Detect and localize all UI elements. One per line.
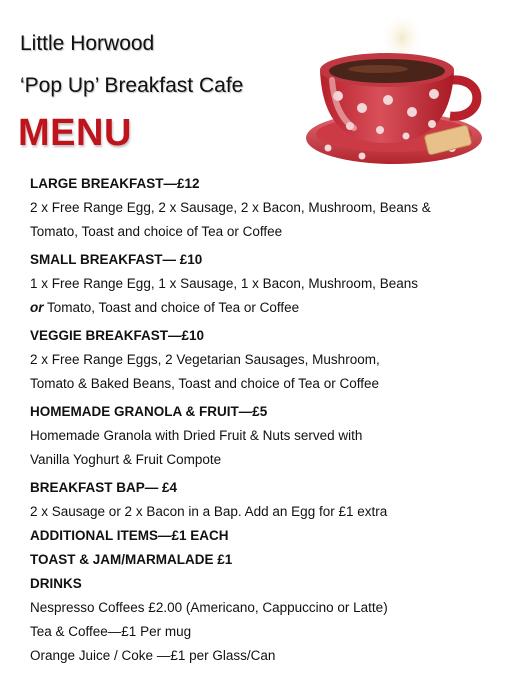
menu-list	[30, 172, 500, 668]
cup-handle	[450, 80, 477, 116]
section-title: DRINKS	[30, 576, 82, 591]
section-title: VEGGIE BREAKFAST—£10	[30, 328, 205, 343]
coffee-highlight	[348, 65, 408, 73]
item-description: Tea & Coffee—£1 Per mug	[30, 624, 192, 639]
menu-title: MENU	[18, 112, 132, 154]
section-small-breakfast	[30, 248, 500, 320]
item-description: Tomato, Toast and choice of Tea or Coffee	[43, 300, 300, 315]
section-additional-items	[30, 524, 500, 548]
item-description-line	[30, 296, 500, 320]
item-description: Nespresso Coffees £2.00 (Americano, Cappuccino or Latte)	[30, 600, 388, 615]
section-title: SMALL BREAKFAST— £10	[30, 252, 203, 267]
section-drinks	[30, 572, 500, 668]
item-description: Tomato & Baked Beans, Toast and choice of Tea or Coffee	[30, 376, 379, 391]
section-granola	[30, 400, 500, 472]
section-title: HOMEMADE GRANOLA & FRUIT—£5	[30, 404, 268, 419]
section-title: TOAST & JAM/MARMALADE £1	[30, 552, 233, 567]
section-title: ADDITIONAL ITEMS—£1 EACH	[30, 528, 229, 543]
item-description: 1 x Free Range Egg, 1 x Sausage, 1 x Bacon, Mushroom, Beans	[30, 276, 418, 291]
item-description: Homemade Granola with Dried Fruit & Nuts served with	[30, 428, 363, 443]
section-title: LARGE BREAKFAST—£12	[30, 176, 200, 191]
item-description: 2 x Free Range Eggs, 2 Vegetarian Sausages, Mushroom,	[30, 352, 380, 367]
item-description: Orange Juice / Coke —£1 per Glass/Can	[30, 648, 276, 663]
cafe-name: Little Horwood	[20, 32, 155, 55]
section-breakfast-bap	[30, 476, 500, 524]
item-description: 2 x Sausage or 2 x Bacon in a Bap. Add an Egg for £1 extra	[30, 504, 388, 519]
section-large-breakfast	[30, 172, 500, 244]
item-description: Tomato, Toast and choice of Tea or Coffee	[30, 224, 283, 239]
item-description: Vanilla Yoghurt & Fruit Compote	[30, 452, 222, 467]
teacup-icon	[302, 8, 488, 168]
cafe-subtitle: ‘Pop Up’ Breakfast Cafe	[20, 74, 244, 97]
section-title: BREAKFAST BAP— £4	[30, 480, 178, 495]
section-veggie-breakfast	[30, 324, 500, 396]
item-description: 2 x Free Range Egg, 2 x Sausage, 2 x Bacon, Mushroom, Beans &	[30, 200, 431, 215]
or-emphasis: or	[30, 300, 44, 315]
section-toast	[30, 548, 500, 572]
